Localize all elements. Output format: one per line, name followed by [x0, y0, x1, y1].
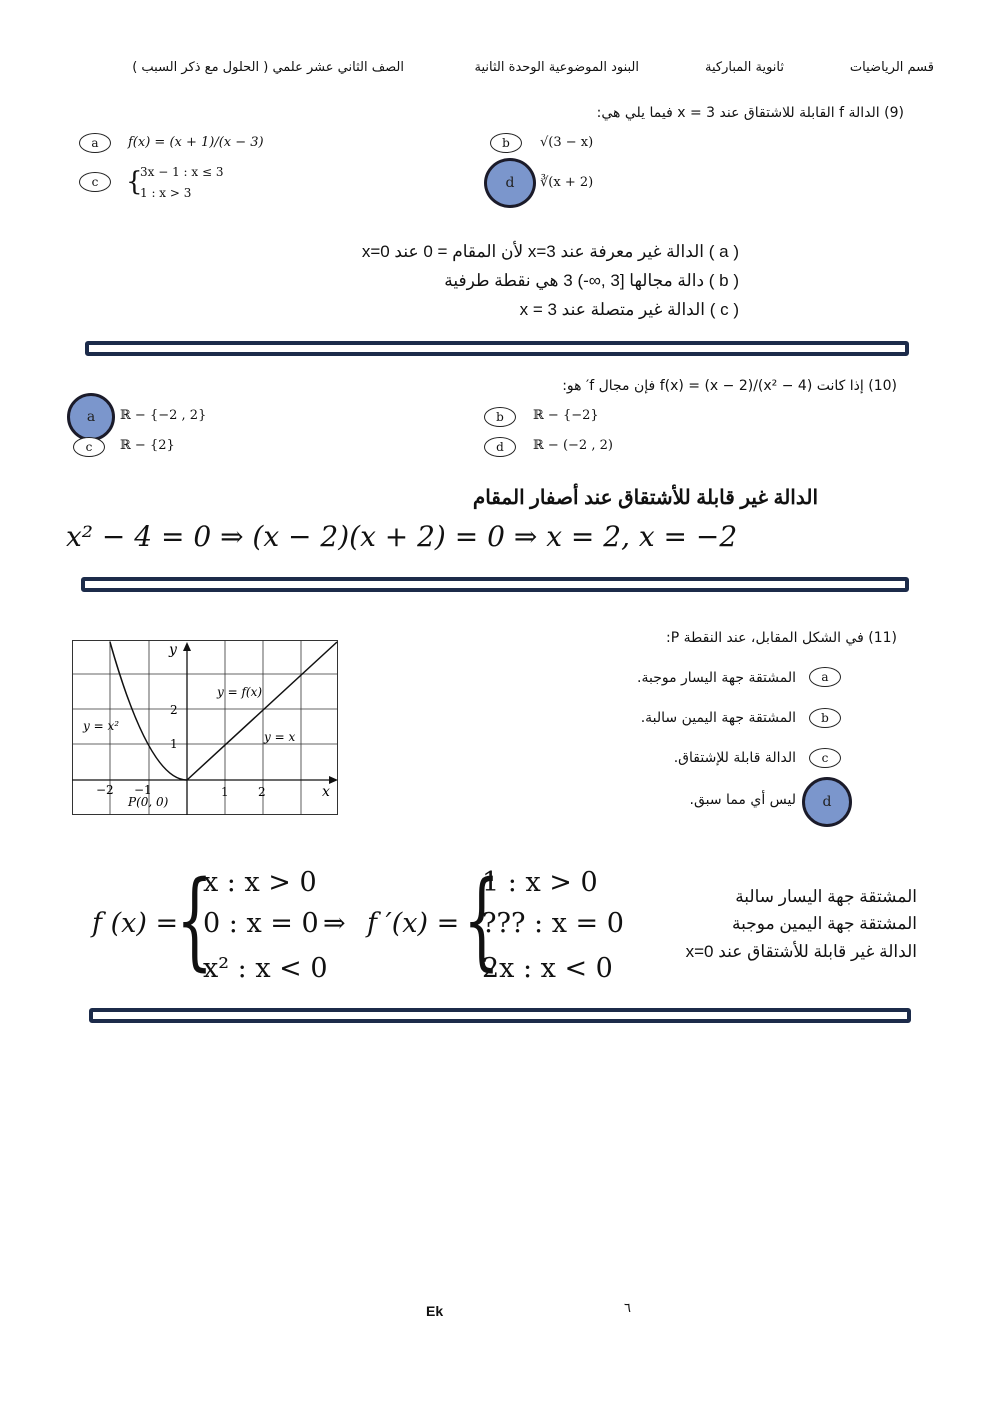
q11-note-2: المشتقة جهة اليمين موجبة — [732, 914, 917, 933]
q9-reason-a: ( a ) الدالة غير معرفة عند x=3 لأن المقام = 0 عند x=0 — [361, 242, 739, 261]
header-school: ثانوية المباركية — [705, 60, 784, 75]
q9-option-c-line1: 3x − 1 : x ≤ 3 — [140, 165, 224, 179]
q11-question: (11) في الشكل المقابل، عند النقطة P: — [666, 630, 897, 646]
header-grade: الصف الثاني عشر علمي ( الحلول مع ذكر السبب ) — [132, 60, 404, 75]
tick-x-2: 2 — [258, 785, 266, 799]
graph-label-fx: y = f(x) — [217, 685, 263, 699]
line-right-y-equals-x — [187, 642, 337, 780]
q9-question: (9) الدالة f القابلة للاشتقاق عند x = 3 فيما يلي هي: — [596, 105, 904, 121]
divider-2 — [81, 577, 909, 592]
q10-option-c-marker[interactable]: c — [73, 437, 105, 457]
graph-y-label: y — [169, 642, 177, 658]
q11-option-c-marker[interactable]: c — [809, 748, 841, 768]
tick-x-neg1: −1 — [134, 783, 152, 797]
q9-option-b: √(3 − x) — [540, 135, 594, 150]
q11-f-case-3: x² : x < 0 — [203, 953, 328, 984]
q11-f-case-1: x : x > 0 — [203, 867, 317, 898]
q9-option-c-line2: 1 : x > 3 — [140, 186, 192, 200]
header-department: قسم الرياضيات — [849, 60, 934, 75]
q10-option-b-marker[interactable]: b — [484, 407, 516, 427]
header-unit: البنود الموضوعية الوحدة الثانية — [474, 60, 639, 75]
divider-3 — [89, 1008, 911, 1023]
q11-option-b-marker[interactable]: b — [809, 708, 841, 728]
q11-graph — [72, 640, 338, 815]
q11-fprime-case-1: 1 : x > 0 — [482, 867, 598, 898]
q11-option-b: المشتقة جهة اليمين سالبة. — [640, 710, 796, 726]
divider-1 — [85, 341, 909, 356]
q11-f-lhs: f (x) = — [92, 908, 179, 939]
q9-reason-c: ( c ) الدالة غير متصلة عند x = 3 — [519, 300, 739, 319]
q10-option-b: ℝ − {−2} — [533, 408, 599, 423]
q11-fprime-lhs: f ′(x) = — [367, 908, 460, 939]
tick-y-2: 2 — [170, 703, 178, 717]
q11-f-case-2: 0 : x = 0 — [203, 908, 319, 939]
tick-x-neg2: −2 — [96, 783, 114, 797]
q10-question: (10) إذا كانت f(x) = (x − 2)/(x² − 4) فإن مجال f′ هو: — [562, 378, 897, 394]
q11-implies-arrow: ⇒ — [323, 908, 346, 939]
q10-option-c: ℝ − {2} — [120, 438, 175, 453]
q11-fprime-case-2: ??? : x = 0 — [482, 908, 624, 939]
q11-option-a-marker[interactable]: a — [809, 667, 841, 687]
q10-option-d-marker[interactable]: d — [484, 437, 516, 457]
x-axis-arrow — [329, 776, 338, 784]
q10-solution-math: x² − 4 = 0 ⇒ (x − 2)(x + 2) = 0 ⇒ x = 2, x = −2 — [66, 520, 738, 553]
q10-option-d: ℝ − (−2 , 2) — [533, 438, 613, 453]
q9-option-c-marker[interactable]: c — [79, 172, 111, 192]
q11-option-a: المشتقة جهة اليسار موجبة. — [637, 670, 796, 686]
graph-label-right: y = x — [264, 730, 296, 744]
q11-f-brace: { — [176, 858, 214, 981]
q11-option-c: الدالة قابلة للإشتقاق. — [673, 750, 796, 766]
footer-page-number: ٦ — [624, 1301, 631, 1316]
footer-left: Ek — [426, 1303, 444, 1319]
q9-option-c-brace: { — [126, 167, 143, 197]
q9-reason-b: ( b ) دالة مجالها [3 ,∞-) 3 هي نقطة طرفية — [444, 271, 739, 290]
y-axis-arrow — [183, 642, 191, 651]
tick-y-1: 1 — [170, 737, 178, 751]
q10-solution-title: الدالة غير قابلة للأشتقاق عند أصفار المقام — [472, 487, 818, 509]
q9-option-a: f(x) = (x + 1)/(x − 3) — [128, 135, 264, 150]
q10-option-a-selected[interactable]: a — [67, 393, 115, 441]
q11-note-3: الدالة غير قابلة للأشتقاق عند x=0 — [685, 942, 917, 961]
graph-x-label: x — [322, 784, 330, 800]
q11-fprime-brace: { — [463, 858, 501, 981]
q11-fprime-case-3: 2x : x < 0 — [482, 953, 613, 984]
graph-point-p: P(0, 0) — [128, 795, 169, 809]
q11-option-d-selected[interactable]: d — [802, 777, 852, 827]
q11-note-1: المشتقة جهة اليسار سالبة — [735, 887, 917, 906]
q11-option-d: ليس أي مما سبق. — [689, 792, 796, 808]
q9-option-d-selected[interactable]: d — [484, 158, 536, 208]
q10-option-a: ℝ − {−2 , 2} — [120, 408, 207, 423]
q9-option-b-marker[interactable]: b — [490, 133, 522, 153]
tick-x-1: 1 — [221, 785, 229, 799]
graph-label-left: y = x² — [83, 719, 120, 733]
q9-option-d: ∛(x + 2) — [540, 175, 594, 190]
q9-option-a-marker[interactable]: a — [79, 133, 111, 153]
